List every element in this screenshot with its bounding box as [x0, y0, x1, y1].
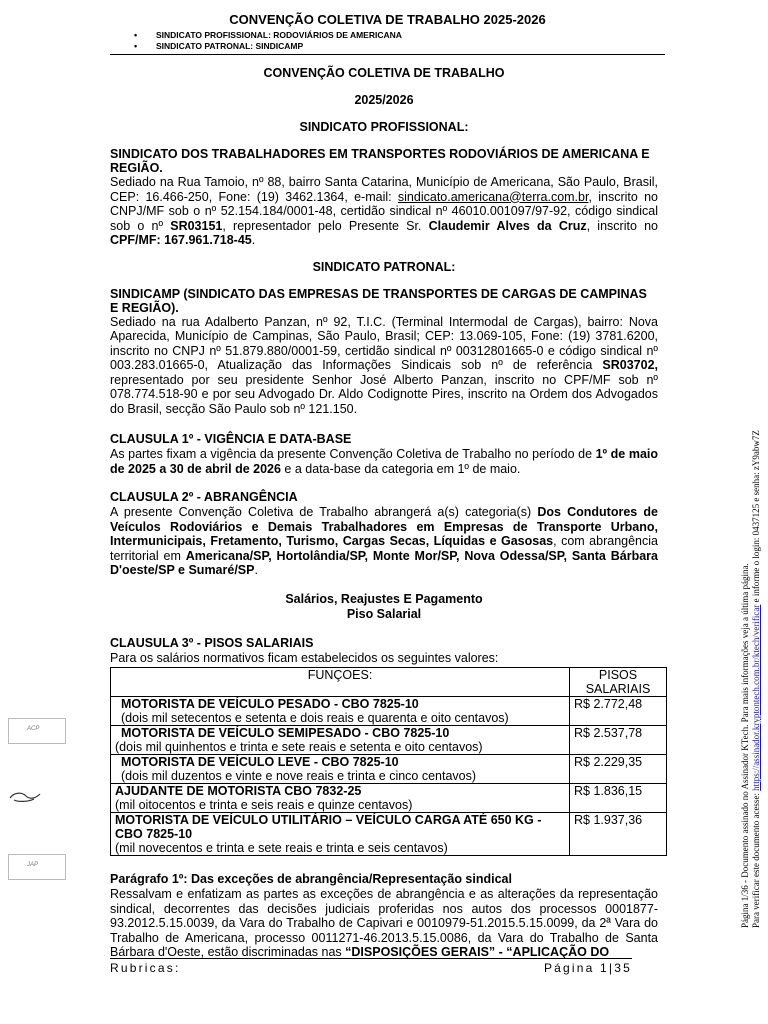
rubric-box-2	[8, 854, 66, 880]
paragraph-1-title: Parágrafo 1º: Das exceções de abrangência/Representação sindical	[110, 872, 512, 886]
header-rule	[110, 54, 665, 55]
rubric-initials-2: JAP	[27, 862, 39, 868]
header-bullet-patronal: • SINDICATO PATRONAL: SINDICAMP	[110, 41, 665, 52]
signature-verification-note	[734, 398, 766, 928]
rubric-box-1	[8, 718, 66, 744]
footer-rubricas: Rubricas:	[110, 961, 181, 975]
clause-3-title: CLAUSULA 3º - PISOS SALARIAIS	[110, 635, 314, 650]
patronal-union-name: SINDICAMP (SINDICATO DAS EMPRESAS DE TRANSPORTES DE CARGAS DE CAMPINAS E REGIÃO).	[110, 286, 647, 315]
rubric-initials-1: ACP	[27, 726, 40, 732]
professional-union-name: SINDICATO DOS TRABALHADORES EM TRANSPORTES RODOVIÁRIOS DE AMERICANA E REGIÃO.	[110, 147, 650, 175]
function-name: MOTORISTA DE VEÍCULO LEVE - CBO 7825-10	[121, 755, 399, 769]
signature-scribble-icon	[8, 788, 42, 806]
function-value-words: (dois mil setecentos e setenta e dois reais e quarenta e oito centavos)	[121, 711, 509, 725]
table-row	[111, 813, 667, 856]
clause-1-title: CLAUSULA 1º - VIGÊNCIA E DATA-BASE	[110, 432, 352, 446]
section-title-salaries: Salários, Reajustes E Pagamento	[285, 591, 483, 606]
function-name: MOTORISTA DE VEÍCULO SEMIPESADO - CBO 7825-10	[121, 726, 450, 740]
function-value-words: (dois mil quinhentos e trinta e sete reais e setenta e oito centavos)	[115, 740, 483, 754]
page-footer	[110, 958, 632, 975]
clause-3-text: Para os salários normativos ficam estabelecidos os seguintes valores:	[110, 650, 499, 665]
document-body	[110, 64, 658, 960]
salary-value: R$ 1.836,15	[570, 784, 667, 813]
function-name: AJUDANTE DE MOTORISTA CBO 7832-25	[115, 784, 362, 798]
function-value-words: (dois mil duzentos e vinte e nove reais e trinta e cinco centavos)	[121, 769, 477, 783]
verification-line-2: Para verificar este documento acesse: https://assinador.kryptontech.com.br/ktech/verificar e informe o login: 0437125 e senha: zY9abw7Z	[751, 430, 761, 928]
professional-union-heading: SINDICATO PROFISSIONAL:	[299, 120, 469, 134]
column-header-pisos: PISOS SALARIAIS	[570, 668, 667, 697]
union-email-link[interactable]: sindicato.americana@terra.com.br	[397, 189, 589, 204]
verification-line-1: Página 1/36 - Documento assinado no Assinador KTech. Para mais informações veja a última página.	[740, 563, 750, 928]
table-row	[111, 755, 667, 784]
function-value-words: (mil oitocentos e trinta e seis reais e quinze centavos)	[115, 798, 413, 812]
verification-link[interactable]: https://assinador.kryptontech.com.br/ktech/verificar	[751, 604, 761, 791]
table-row	[111, 726, 667, 755]
clause-1-text: As partes fixam a vigência da presente Convenção Coletiva de Trabalho no período de 1º de maio de 2025 a 30 de abril de 2026 e a data-base da categoria em 1º de maio.	[110, 447, 658, 476]
header-title: CONVENÇÃO COLETIVA DE TRABALHO 2025-2026	[229, 12, 546, 27]
header-bullet-professional: • SINDICATO PROFISSIONAL: RODOVIÁRIOS DE AMERICANA	[110, 30, 665, 41]
salary-value: R$ 2.229,35	[570, 755, 667, 784]
table-row	[111, 784, 667, 813]
patronal-union-heading: SINDICATO PATRONAL:	[312, 259, 456, 274]
header-bullets	[110, 30, 665, 52]
patronal-union-details: Sediado na rua Adalberto Panzan, nº 92, T.I.C. (Terminal Intermodal de Cargas), bairro: Nova Aparecida, Município de Campinas, São Paulo, Brasil; CEP: 13.069-105, Fone: (19) 3781.6200, inscrito no CNPJ nº 51.879.880/0001-59, certidão sindical nº 00312801665-0 e código sindical nº 003.283.01665-0, Atualização das Informações Sindicais sob nº de referência SR03702, representado por seu presidente Senhor José Alberto Panzan, inscrito no CPF/MF sob nº 078.774.518-90 e por seu Advogado Dr. Aldo Codignotte Pires, inscrito na Ordem dos Advogados do Brasil, secção São Paulo sob nº 121.150.	[110, 314, 658, 416]
column-header-functions: FUNÇOES:	[111, 668, 570, 697]
clause-2-text: A presente Convenção Coletiva de Trabalho abrangerá a(s) categoria(s) Dos Condutores de Veículos Rodoviários e Demais Trabalhadores em Empresas de Transporte Urbano, Intermunicipais, Fretamento, Turismo, Cargas Secas, Líquidas e Gasosas, com abrangência territorial em Americana/SP, Hortolândia/SP, Monte Mor/SP, Nova Odessa/SP, Santa Bárbara D'oeste/SP e Sumaré/SP.	[110, 505, 658, 577]
salary-value: R$ 1.937,36	[570, 813, 667, 856]
function-name: MOTORISTA DE VEÍCULO PESADO - CBO 7825-10	[121, 697, 419, 711]
document-title: CONVENÇÃO COLETIVA DE TRABALHO	[263, 66, 505, 80]
function-name: MOTORISTA DE VEÍCULO UTILITÁRIO – VEÍCULO CARGA ATÉ 650 KG - CBO 7825-10	[115, 813, 542, 841]
footer-page-number: Página 1|35	[543, 961, 632, 975]
paragraph-1-text: Ressalvam e enfatizam as partes as exceções de abrangência e as alterações da representação sindical, decorrentes das decisões judiciais proferidas nos autos dos processos 0001877-93.2012.5.15.0039, da Vara do Trabalho de Capivari e 0010979-51.2015.5.15.0099, da 2ª Vara do Trabalho de Americana, processo 0011271-46.2013.5.15.0086, da Vara do Trabalho de Santa Bárbara d'Oeste, estão discriminadas nas “DISPOSIÇÕES GERAIS” - “APLICAÇÃO DO	[110, 887, 658, 959]
salary-table	[110, 667, 667, 856]
page-header	[110, 10, 665, 55]
professional-union-details: Sediado na Rua Tamoio, nº 88, bairro Santa Catarina, Município de Americana, São Paulo, Brasil, CEP: 16.466-250, Fone: (19) 3462.1364, e-mail: sindicato.americana@terra.com.br, inscrito no CNPJ/MF sob o nº 52.154.184/0001-48, certidão sindical nº 46010.001097/97-92, código sindical sob o nº SR03151, representador pelo Presente Sr. Claudemir Alves da Cruz, inscrito no CPF/MF: 167.961.718-45.	[110, 175, 659, 247]
section-subtitle-piso: Piso Salarial	[346, 606, 422, 621]
salary-value: R$ 2.537,78	[570, 726, 667, 755]
salary-value: R$ 2.772,48	[570, 697, 667, 726]
function-value-words: (mil novecentos e trinta e sete reais e trinta e seis centavos)	[115, 841, 448, 855]
table-header-row	[111, 668, 667, 697]
document-period: 2025/2026	[354, 93, 414, 107]
clause-2-title: CLAUSULA 2º - ABRANGÊNCIA	[110, 490, 298, 504]
table-row	[111, 697, 667, 726]
